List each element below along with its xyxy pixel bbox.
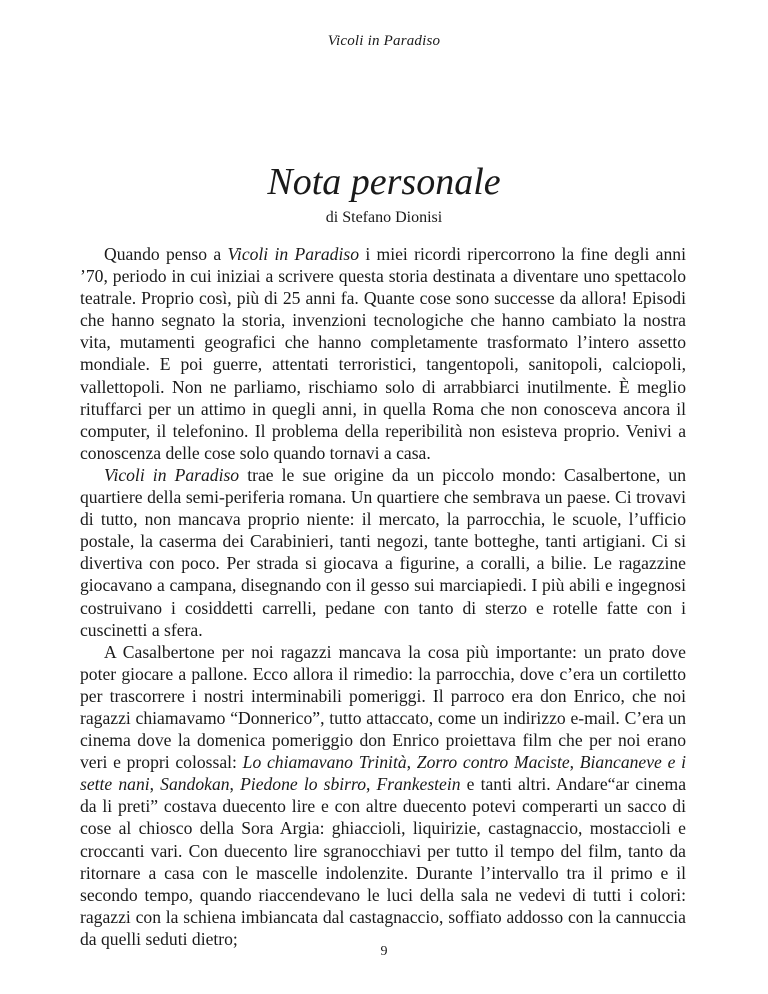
text-run: e tanti altri. Andare“ar cinema da li preti” costava duecento lire e con altre duecento potevi comperarti un sacco di cose al chiosco della Sora Argia: ghiaccioli, liquirizie, castagnaccio, mostaccioli e croccanti vari. Con duecento lire sgranocchiavi per tutto il tempo del film, tanto da ritornare a casa con le mascelle indolenzite. Durante l’intervallo tra il primo e il secondo tempo, quando riaccendevano le luci della sala ne vedevi di tutti i colori: ragazzi con la schiena imbiancata dal castagnaccio, soffiato addosso con la cannuccia da quelli seduti dietro;	[80, 774, 687, 949]
italic-title: Vicoli in Paradiso	[227, 244, 360, 264]
paragraph	[80, 464, 686, 641]
paragraph	[80, 641, 686, 950]
italic-title: Vicoli in Paradiso	[104, 464, 240, 485]
italic-title: Sandokan	[160, 774, 230, 795]
text-run: ,	[569, 752, 580, 773]
italic-title: Zorro contro Maciste	[416, 752, 570, 773]
text-run: i miei ricordi ripercorrono la fine degli anni ’70, periodo in cui iniziai a scrivere questa storia destinata a diventare uno spettacolo teatrale. Proprio così, più di 25 anni fa. Quante cose sono successe da allora! Episodi che hanno segnato la storia, invenzioni tecnologiche che hanno cambiato la nostra vita, mutamenti geografici che hanno completamente trasformato l’intero assetto mondiale. E poi guerre, attentati terroristici, tangentopoli, sanitopoli, calciopoli, vallettopoli. Non ne parliamo, rischiamo solo di arrabbiarci inutilmente. È meglio rituffarci per un attimo in quegli anni, in quella Roma che non conosceva ancora il computer, il telefonino. Il problema della reperibilità non esisteva proprio. Venivi a conoscenza delle cose solo quando tornavi a casa.	[80, 244, 686, 463]
italic-title: Biancaneve e i sette nani	[80, 752, 687, 795]
running-head: Vicoli in Paradiso	[327, 33, 441, 49]
text-run: ,	[406, 752, 417, 773]
text-run: Quando penso a	[104, 244, 228, 264]
italic-title: Lo chiamavano Trinità	[242, 752, 407, 773]
chapter-title: Nota personale	[267, 161, 501, 203]
text-run: ,	[229, 774, 241, 795]
author-byline: di Stefano Dionisi	[325, 209, 443, 226]
text-run: ,	[149, 774, 161, 795]
paragraph	[80, 243, 686, 464]
page-number: 9	[380, 944, 388, 959]
text-run: ,	[366, 774, 377, 795]
text-run: trae le sue origine da un piccolo mondo: Casalbertone, un quartiere della semi-periferia romana. Un quartiere che sembrava un paese. Ci trovavi di tutto, non mancava proprio niente: il mercato, la parrocchia, le scuole, l’ufficio postale, la caserma dei Carabinieri, tanti negozi, tante botteghe, tanti artigiani. Ci si divertiva con poco. Per strada si giocava a figurine, a coralli, a bilie. Le ragazzine giocavano a campana, disegnando con il gesso sui marciapiedi. I più abili e ingegnosi costruivano i cosiddetti carrelli, pedane con tanto di sterzo e rotelle fatte con i cuscinetti a sfera.	[80, 464, 686, 640]
body-text	[80, 243, 686, 950]
italic-title: Piedone lo sbirro	[240, 774, 366, 795]
text-run: A Casalbertone per noi ragazzi mancava la cosa più importante: un prato dove poter giocare a pallone. Ecco allora il rimedio: la parrocchia, dove c’era un cortiletto per trascorrere i nostri interminabili pomeriggi. Il parroco era don Enrico, che noi ragazzi chiamavamo “Donnerico”, tutto attaccato, come un indirizzo e-mail. C’era un cinema dove la domenica pomeriggio don Enrico proiettava film che per noi erano veri e propri colossal:	[80, 641, 686, 773]
italic-title: Frankestein	[376, 774, 461, 795]
